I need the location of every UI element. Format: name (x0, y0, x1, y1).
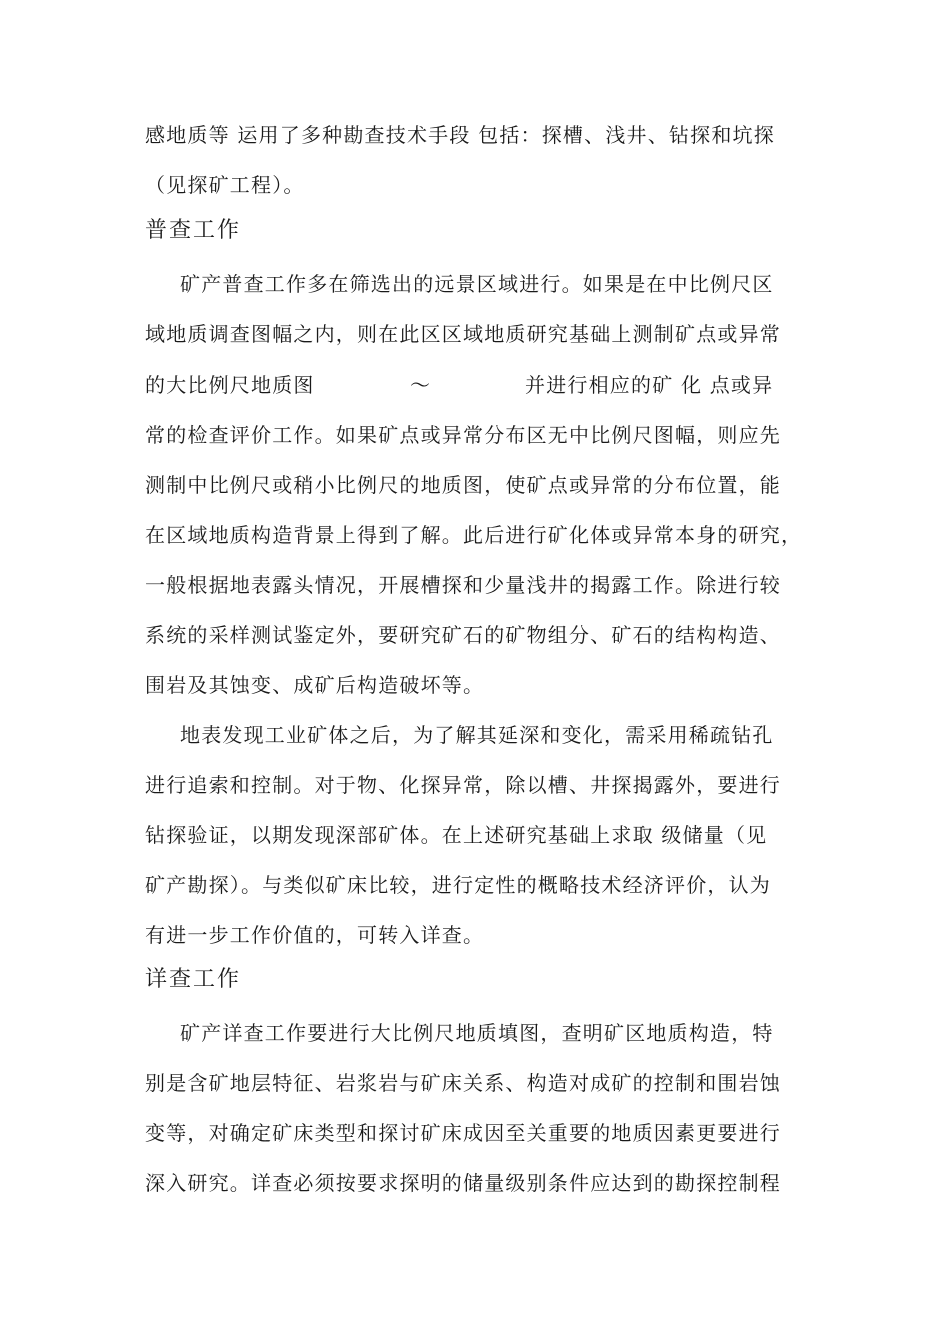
survey-para-1-line-3-part-b: ～ (410, 373, 432, 397)
survey-para-2-line-1: 地表发现工业矿体之后，为了解其延深和变化，需采用稀疏钻孔 (180, 723, 774, 747)
survey-para-1-line-1: 矿产普查工作多在筛选出的远景区域进行。如果是在中比例尺区 (180, 272, 774, 296)
section-heading-detailed: 详查工作 (145, 967, 242, 992)
survey-para-2-line-2: 进行追索和控制。对于物、化探异常，除以槽、井探揭露外，要进行 (145, 773, 781, 797)
survey-para-2-line-4: 矿产勘探）。与类似矿床比较，进行定性的概略技术经济评价，认为 (145, 873, 771, 897)
survey-para-1-line-9: 围岩及其蚀变、成矿后构造破坏等。 (145, 673, 485, 697)
survey-para-1-line-3 (145, 372, 805, 398)
detailed-para-1-line-3: 变等，对确定矿床类型和探讨矿床成因至关重要的地质因素更要进行 (145, 1121, 781, 1145)
survey-para-1-line-3-part-c: 并进行相应的矿 化 点或异 (525, 373, 774, 397)
survey-para-1-line-2: 域地质调查图幅之内，则在此区区域地质研究基础上测制矿点或异常 (145, 322, 781, 346)
detailed-para-1-line-4: 深入研究。详查必须按要求探明的储量级别条件应达到的勘探控制程 (145, 1171, 781, 1195)
survey-para-1-line-8: 系统的采样测试鉴定外，要研究矿石的矿物组分、矿石的结构构造、 (145, 623, 781, 647)
survey-para-1-line-4: 常的检查评价工作。如果矿点或异常分布区无中比例尺图幅，则应先 (145, 423, 781, 447)
section-heading-survey: 普查工作 (145, 218, 242, 243)
survey-para-2-line-5: 有进一步工作价值的，可转入详查。 (145, 923, 485, 947)
intro-line-2: （见探矿工程）。 (145, 173, 305, 197)
survey-para-2-line-3: 钻探验证，以期发现深部矿体。在上述研究基础上求取 级储量（见 (145, 823, 768, 847)
intro-line-1: 感地质等 运用了多种勘查技术手段 包括：探槽、浅井、钻探和坑探 (145, 123, 775, 147)
detailed-para-1-line-1: 矿产详查工作要进行大比例尺地质填图，查明矿区地质构造，特 (180, 1021, 774, 1045)
survey-para-1-line-7: 一般根据地表露头情况，开展槽探和少量浅井的揭露工作。除进行较 (145, 573, 781, 597)
survey-para-1-line-5: 测制中比例尺或稍小比例尺的地质图，使矿点或异常的分布位置，能 (145, 473, 781, 497)
survey-para-1-line-6: 在区域地质构造背景上得到了解。此后进行矿化体或异常本身的研究， (145, 523, 803, 547)
survey-para-1-line-3-part-a: 的大比例尺地质图 (145, 373, 315, 397)
detailed-para-1-line-2: 别是含矿地层特征、岩浆岩与矿床关系、构造对成矿的控制和围岩蚀 (145, 1071, 781, 1095)
